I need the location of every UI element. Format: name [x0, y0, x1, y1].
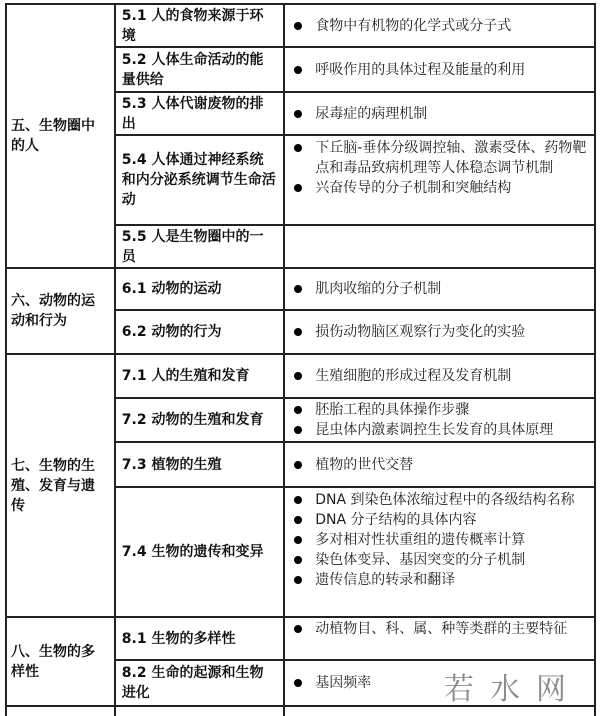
list-item: 植物的世代交替	[289, 455, 588, 475]
topic-cell: 5.1 人的食物来源于环境	[115, 4, 284, 47]
table-row	[6, 268, 595, 310]
topic-cell: 7.1 人的生殖和发育	[115, 354, 284, 398]
table-row	[6, 4, 595, 47]
list-item: DNA 到染色体浓缩过程中的各级结构名称	[289, 490, 588, 510]
list-item: DNA 分子结构的具体内容	[289, 510, 588, 530]
list-item: 胚胎工程的具体操作步骤	[289, 400, 588, 420]
detail-cell	[284, 225, 595, 268]
bullet-list	[289, 104, 588, 124]
section-title: 五、生物圈中的人	[6, 4, 115, 268]
detail-cell	[284, 92, 595, 135]
list-item: 昆虫体内激素调控生长发育的具体原理	[289, 420, 588, 440]
list-item: 下丘脑-垂体分级调控轴、激素受体、药物靶点和毒品致病机理等人体稳态调节机制	[289, 138, 588, 178]
bullet-list	[289, 366, 588, 386]
bullet-icon	[294, 372, 302, 380]
bullet-icon	[294, 328, 302, 336]
bullet-icon	[294, 426, 302, 434]
list-item: 基因频率	[289, 673, 588, 693]
bullet-icon	[294, 556, 302, 564]
topic-cell: 6.1 动物的运动	[115, 268, 284, 310]
curriculum-table	[5, 3, 596, 716]
bullet-icon	[294, 461, 302, 469]
topic-cell: 8.1 生物的多样性	[115, 617, 284, 660]
topic-cell: 7.3 植物的生殖	[115, 442, 284, 487]
bullet-list	[289, 60, 588, 80]
table-row	[6, 617, 595, 660]
bullet-list	[289, 16, 588, 36]
topic-cell: 5.2 人体生命活动的能量供给	[115, 47, 284, 92]
bullet-list	[289, 400, 588, 440]
bullet-icon	[294, 66, 302, 74]
list-item: 肌肉收缩的分子机制	[289, 279, 588, 299]
bullet-list	[289, 138, 588, 198]
list-item: 生殖细胞的形成过程及发育机制	[289, 366, 588, 386]
detail-cell	[284, 135, 595, 225]
detail-cell	[284, 487, 595, 617]
bullet-icon	[294, 625, 302, 633]
topic-cell: 5.4 人体通过神经系统和内分泌系统调节生命活动	[115, 135, 284, 225]
section-title: 六、动物的运动和行为	[6, 268, 115, 354]
bullet-list	[289, 322, 588, 342]
bullet-icon	[294, 679, 302, 687]
list-item: 遗传信息的转录和翻译	[289, 570, 588, 590]
detail-cell	[284, 442, 595, 487]
detail-cell	[284, 4, 595, 47]
list-item: 多对相对性状重组的遗传概率计算	[289, 530, 588, 550]
bullet-icon	[294, 22, 302, 30]
topic-cell: 6.2 动物的行为	[115, 310, 284, 354]
bullet-icon	[294, 536, 302, 544]
list-item: 染色体变异、基因突变的分子机制	[289, 550, 588, 570]
list-item: 尿毒症的病理机制	[289, 104, 588, 124]
list-item: 食物中有机物的化学式或分子式	[289, 16, 588, 36]
detail-cell	[284, 354, 595, 398]
list-item: 动植物目、科、属、种等类群的主要特征	[289, 619, 588, 639]
bullet-icon	[294, 110, 302, 118]
bullet-icon	[294, 576, 302, 584]
topic-cell: 5.3 人体代谢废物的排出	[115, 92, 284, 135]
topic-cell: 8.2 生命的起源和生物进化	[115, 660, 284, 706]
section-title: 八、生物的多样性	[6, 617, 115, 706]
bullet-icon	[294, 516, 302, 524]
detail-cell	[284, 398, 595, 442]
topic-cell: 5.5 人是生物圈中的一员	[115, 225, 284, 268]
list-item: 兴奋传导的分子机制和突触结构	[289, 178, 588, 198]
bullet-icon	[294, 406, 302, 414]
topic-cell: 7.4 生物的遗传和变异	[115, 487, 284, 617]
bullet-icon	[294, 144, 302, 152]
bullet-list	[289, 619, 588, 639]
table-row	[6, 354, 595, 398]
detail-cell	[284, 47, 595, 92]
topic-cell: 7.2 动物的生殖和发育	[115, 398, 284, 442]
bullet-list	[289, 279, 588, 299]
bullet-list	[289, 455, 588, 475]
watermark: 若水网	[444, 672, 582, 707]
detail-cell	[284, 268, 595, 310]
list-item: 呼吸作用的具体过程及能量的利用	[289, 60, 588, 80]
list-item: 损伤动物脑区观察行为变化的实验	[289, 322, 588, 342]
detail-cell	[284, 617, 595, 660]
section-title: 七、生物的生殖、发育与遗传	[6, 354, 115, 617]
bullet-icon	[294, 184, 302, 192]
bullet-icon	[294, 285, 302, 293]
bullet-list	[289, 490, 588, 590]
bullet-icon	[294, 496, 302, 504]
detail-cell	[284, 310, 595, 354]
